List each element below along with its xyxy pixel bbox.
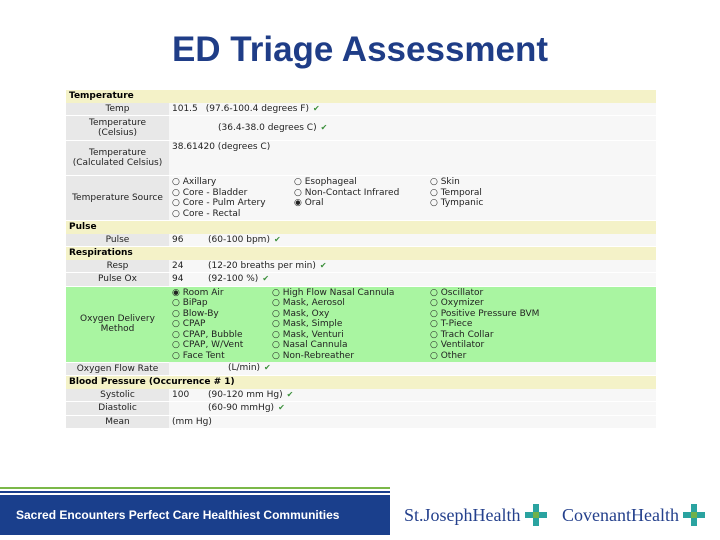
section-pulse: Pulse [66, 221, 656, 234]
temp-field[interactable] [169, 103, 656, 116]
radio-option[interactable] [172, 209, 294, 220]
radio-selected-icon[interactable]: ◉ [172, 287, 183, 298]
oxygen-flow-unit: (L/min) [228, 363, 261, 374]
pulse-ox-field[interactable] [169, 273, 656, 287]
radio-option[interactable] [172, 298, 272, 309]
radio-icon[interactable]: ○ [172, 208, 183, 219]
oxygen-delivery-column [172, 288, 272, 362]
radio-label: Esophageal [304, 177, 357, 187]
radio-option[interactable] [294, 177, 430, 188]
radio-label: Oscillator [440, 287, 484, 298]
radio-label: Skin [440, 177, 460, 187]
radio-label: Oral [304, 198, 324, 208]
temp-label: Temp [66, 103, 169, 116]
radio-icon[interactable]: ○ [172, 198, 183, 208]
radio-option[interactable] [430, 351, 539, 362]
radio-icon[interactable]: ○ [430, 308, 441, 319]
mean-field [169, 415, 656, 429]
radio-label: High Flow Nasal Cannula [282, 287, 395, 298]
oxygen-delivery-options [169, 286, 656, 362]
oxygen-flow-label: Oxygen Flow Rate [66, 362, 169, 376]
radio-label: CPAP, Bubble [182, 329, 243, 340]
radio-icon[interactable]: ○ [430, 298, 441, 308]
radio-label: Core - Rectal [182, 208, 241, 219]
systolic-range: (90-120 mm Hg) [208, 389, 283, 400]
radio-label: T-Piece [440, 319, 473, 329]
row-oxygen-delivery [66, 286, 656, 362]
pulse-ox-label: Pulse Ox [66, 273, 169, 287]
radio-label: Axillary [182, 177, 217, 187]
radio-option[interactable] [272, 309, 430, 320]
resp-range: (12-20 breaths per min) [208, 260, 316, 271]
radio-label: Positive Pressure BVM [440, 308, 540, 319]
radio-option[interactable] [430, 319, 539, 330]
radio-label: Room Air [182, 287, 224, 298]
radio-icon[interactable]: ○ [272, 298, 283, 308]
resp-value[interactable]: 24 [172, 260, 184, 271]
st-joseph-health-logo [404, 498, 548, 532]
radio-option[interactable] [272, 351, 430, 362]
triage-form [66, 90, 656, 429]
mean-label: Mean [66, 415, 169, 429]
radio-label: Core - Pulm Artery [182, 198, 266, 208]
radio-label: Mask, Simple [282, 319, 343, 329]
row-oxygen-flow [66, 362, 656, 376]
radio-label: Mask, Venturi [282, 329, 344, 340]
row-resp [66, 260, 656, 273]
temp-range: (97.6-100.4 degrees F) [205, 103, 309, 114]
radio-icon[interactable]: ○ [430, 187, 441, 198]
radio-option[interactable] [172, 309, 272, 320]
radio-icon[interactable]: ○ [430, 350, 441, 361]
pulse-ox-range: (92-100 %) [208, 274, 259, 284]
radio-option[interactable] [430, 340, 539, 351]
pulse-range: (60-100 bpm) [208, 234, 270, 245]
radio-icon[interactable]: ○ [172, 329, 183, 340]
pulse-field[interactable] [169, 234, 656, 247]
radio-label: Temporal [440, 187, 482, 198]
row-temp-celsius [66, 116, 656, 141]
temp-celsius-field[interactable] [169, 116, 656, 141]
temp-source-label: Temperature Source [66, 176, 169, 221]
radio-option[interactable] [172, 177, 294, 188]
section-blood-pressure: Blood Pressure (Occurrence # 1) [66, 376, 656, 389]
temp-celsius-label: Temperature (Celsius) [66, 116, 169, 141]
radio-option[interactable] [172, 198, 294, 209]
section-respirations: Respirations [66, 247, 656, 260]
radio-label: Mask, Oxy [282, 308, 330, 319]
radio-icon[interactable]: ○ [172, 298, 183, 308]
radio-icon[interactable]: ○ [272, 329, 283, 340]
radio-label: Trach Collar [440, 329, 494, 340]
diastolic-label: Diastolic [66, 402, 169, 416]
radio-option[interactable] [172, 340, 272, 351]
radio-icon[interactable]: ○ [430, 340, 441, 350]
radio-icon[interactable]: ○ [272, 340, 283, 350]
radio-option[interactable] [172, 188, 294, 199]
radio-option[interactable] [272, 298, 430, 309]
pulse-value[interactable]: 96 [172, 234, 184, 245]
check-icon: ✔ [278, 403, 285, 412]
temp-calc-label: Temperature (Calculated Celsius) [66, 141, 169, 176]
diastolic-field[interactable] [169, 402, 656, 416]
temp-value[interactable]: 101.5 [172, 103, 198, 114]
pulse-ox-value[interactable]: 94 [172, 274, 184, 284]
radio-option[interactable] [430, 330, 539, 341]
check-icon: ✔ [273, 234, 281, 244]
radio-option[interactable] [272, 340, 430, 351]
row-mean [66, 415, 656, 429]
row-temp-calc [66, 141, 656, 176]
footer-green-line [0, 487, 390, 489]
radio-option[interactable] [272, 319, 430, 330]
temp-source-column [172, 177, 294, 219]
radio-option[interactable] [430, 298, 539, 309]
radio-option[interactable] [430, 288, 539, 299]
page-title: ED Triage Assessment [171, 30, 549, 69]
check-icon: ✔ [286, 389, 294, 399]
systolic-label: Systolic [66, 389, 169, 402]
radio-option[interactable] [430, 177, 483, 188]
radio-icon[interactable]: ○ [172, 319, 183, 329]
radio-icon[interactable]: ○ [172, 308, 183, 319]
row-temp-source [66, 176, 656, 221]
radio-option[interactable] [172, 351, 272, 362]
radio-option[interactable] [172, 319, 272, 330]
mean-unit: (mm Hg) [172, 416, 212, 427]
radio-option[interactable] [430, 198, 483, 209]
oxygen-delivery-label: Oxygen Delivery Method [66, 286, 169, 362]
check-icon: ✔ [262, 274, 270, 283]
radio-option[interactable] [272, 330, 430, 341]
radio-icon[interactable]: ○ [294, 187, 305, 198]
radio-label: Non-Contact Infrared [304, 187, 400, 198]
radio-icon[interactable]: ○ [172, 350, 183, 361]
radio-icon[interactable]: ○ [430, 319, 441, 329]
radio-option[interactable] [430, 188, 483, 199]
diastolic-range: (60-90 mmHg) [208, 403, 275, 413]
radio-label: Ventilator [440, 340, 485, 350]
radio-icon[interactable]: ○ [430, 329, 441, 340]
radio-label: Blow-By [182, 308, 219, 319]
cross-icon [524, 503, 548, 527]
temp-celsius-range: (36.4-38.0 degrees C) [218, 122, 317, 133]
check-icon: ✔ [319, 260, 327, 270]
check-icon: ✔ [320, 122, 328, 132]
radio-option[interactable] [294, 198, 430, 209]
radio-icon[interactable]: ○ [272, 319, 283, 329]
st-joseph-health-wordmark: St.JosephHealth [404, 504, 521, 525]
radio-label: CPAP, W/Vent [182, 340, 244, 350]
radio-icon[interactable]: ○ [430, 198, 441, 208]
pulse-label: Pulse [66, 234, 169, 247]
footer-blue-line [0, 491, 390, 493]
row-pulse [66, 234, 656, 247]
radio-label: Non-Rebreather [282, 350, 355, 361]
radio-icon[interactable]: ○ [430, 177, 441, 187]
covenant-health-wordmark: CovenantHealth [562, 504, 679, 525]
radio-option[interactable] [272, 288, 430, 299]
resp-field[interactable] [169, 260, 656, 273]
systolic-value[interactable]: 100 [172, 389, 190, 400]
radio-icon[interactable]: ○ [272, 308, 283, 319]
radio-label: Core - Bladder [182, 187, 248, 198]
radio-label: Tympanic [440, 198, 484, 208]
row-temp [66, 103, 656, 116]
oxygen-delivery-column [272, 288, 430, 362]
temp-source-options [169, 176, 656, 221]
radio-icon[interactable]: ○ [172, 177, 183, 187]
row-pulse-ox [66, 273, 656, 287]
oxygen-flow-field[interactable] [169, 362, 656, 376]
temp-source-column [294, 177, 430, 219]
radio-option[interactable] [294, 188, 430, 199]
radio-icon[interactable]: ○ [272, 350, 283, 361]
radio-icon[interactable]: ○ [172, 340, 183, 350]
check-icon: ✔ [264, 363, 271, 373]
radio-icon[interactable]: ○ [294, 177, 305, 187]
cross-icon [682, 503, 706, 527]
radio-label: Nasal Cannula [282, 340, 348, 350]
footer-tagline: Sacred Encounters Perfect Care Healthiest Communities [0, 495, 390, 535]
radio-label: Oxymizer [440, 298, 484, 308]
radio-label: Other [440, 350, 467, 361]
radio-selected-icon[interactable]: ◉ [294, 198, 305, 208]
row-diastolic [66, 402, 656, 416]
radio-icon[interactable]: ○ [272, 287, 283, 298]
covenant-health-logo [562, 498, 706, 532]
radio-label: BiPap [182, 298, 208, 308]
radio-option[interactable] [430, 309, 539, 320]
resp-label: Resp [66, 260, 169, 273]
temp-calc-value: 38.61420 (degrees C) [169, 141, 656, 176]
radio-option[interactable] [172, 288, 272, 299]
systolic-field[interactable] [169, 389, 656, 402]
radio-label: Mask, Aerosol [282, 298, 345, 308]
radio-icon[interactable]: ○ [172, 187, 183, 198]
radio-label: CPAP [182, 319, 206, 329]
radio-option[interactable] [172, 330, 272, 341]
oxygen-delivery-column [430, 288, 539, 362]
check-icon: ✔ [312, 103, 320, 113]
radio-icon[interactable]: ○ [430, 287, 441, 298]
temp-source-column [430, 177, 483, 219]
row-systolic [66, 389, 656, 402]
radio-label: Face Tent [182, 350, 225, 361]
section-temperature: Temperature [66, 90, 656, 103]
